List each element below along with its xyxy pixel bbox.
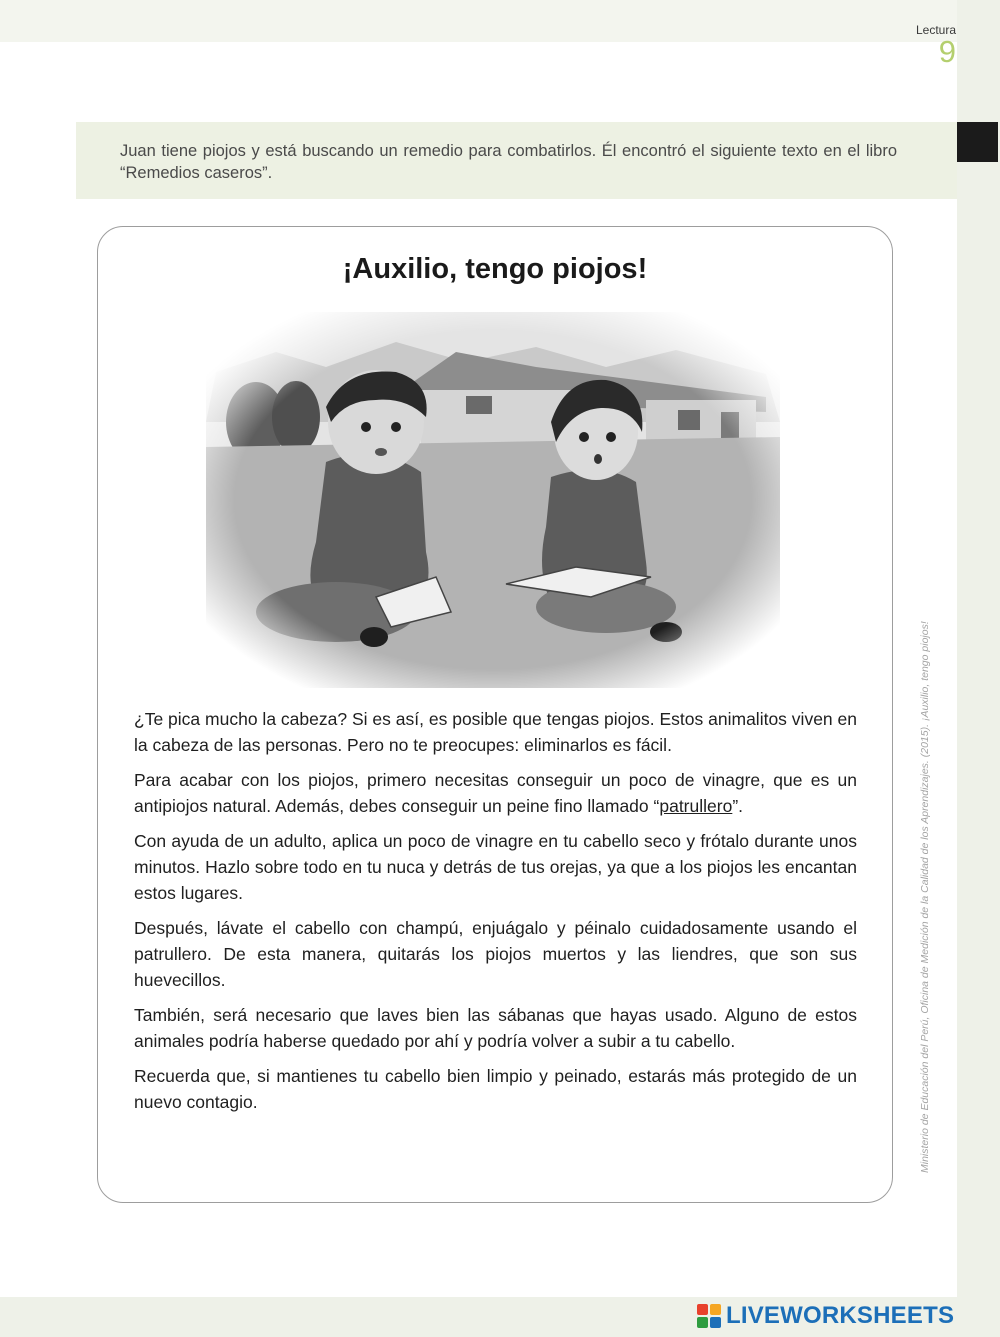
- liveworksheets-logo[interactable]: [697, 1302, 954, 1330]
- story-paragraph-3: Con ayuda de un adulto, aplica un poco de vinagre en tu cabello seco y frótalo durante unos minutos. Hazlo sobre todo en tu nuca y detrás de tus orejas, ya que a los piojos les encantan estos lugares.: [134, 831, 857, 903]
- story-body: [134, 706, 857, 1124]
- story-title: ¡Auxilio, tengo piojos!: [342, 253, 648, 285]
- top-band: [0, 0, 1000, 42]
- logo-text: LIVEWORKSHEETS: [726, 1302, 955, 1329]
- story-paragraph-5: También, será necesario que laves bien las sábanas que hayas usado. Alguno de estos animales podría haberse quedado por ahí y podría volver a subir a tu cabello.: [134, 1005, 857, 1051]
- intro-box: [76, 122, 957, 199]
- section-tab-marker: [957, 122, 998, 162]
- quote-close: ”.: [732, 796, 744, 816]
- underlined-term-patrullero: patrullero: [659, 796, 733, 816]
- story-paragraph-2: [134, 767, 857, 819]
- story-paragraph-4: Después, lávate el cabello con champú, enjuágalo y péinalo cuidadosamente usando el patrullero. De esta manera, quitarás los piojos muertos y las liendres, que son sus huevecillos.: [134, 918, 857, 990]
- intro-text: Juan tiene piojos y está buscando un remedio para combatirlos. Él encontró el siguiente texto en el libro “Remedios caseros”.: [120, 142, 897, 182]
- quote-open: “: [653, 796, 660, 816]
- right-margin-band: [957, 0, 1000, 1337]
- section-number: 9: [938, 34, 956, 69]
- story-paragraph-1: ¿Te pica mucho la cabeza? Si es así, es posible que tengas piojos. Estos animalitos viven en la cabeza de las personas. Pero no te preocupes: eliminarlos es fácil.: [134, 709, 857, 755]
- illustration-children-reading: [206, 312, 780, 688]
- section-label: Lectura: [915, 23, 956, 37]
- story-paragraph-6: Recuerda que, si mantienes tu cabello bien limpio y peinado, estarás más protegido de un nuevo contagio.: [134, 1066, 857, 1112]
- source-credit: Ministerio de Educación del Perú, Oficina de Medición de la Calidad de los Aprendizajes. (2015). ¡Auxilio, tengo piojos!: [919, 621, 931, 1173]
- live-badge-icon: [697, 1304, 721, 1328]
- paragraph-2-text: Para acabar con los piojos, primero necesitas conseguir un poco de vinagre, que es un antipiojos natural. Además, debes conseguir un peine fino llamado: [134, 770, 857, 816]
